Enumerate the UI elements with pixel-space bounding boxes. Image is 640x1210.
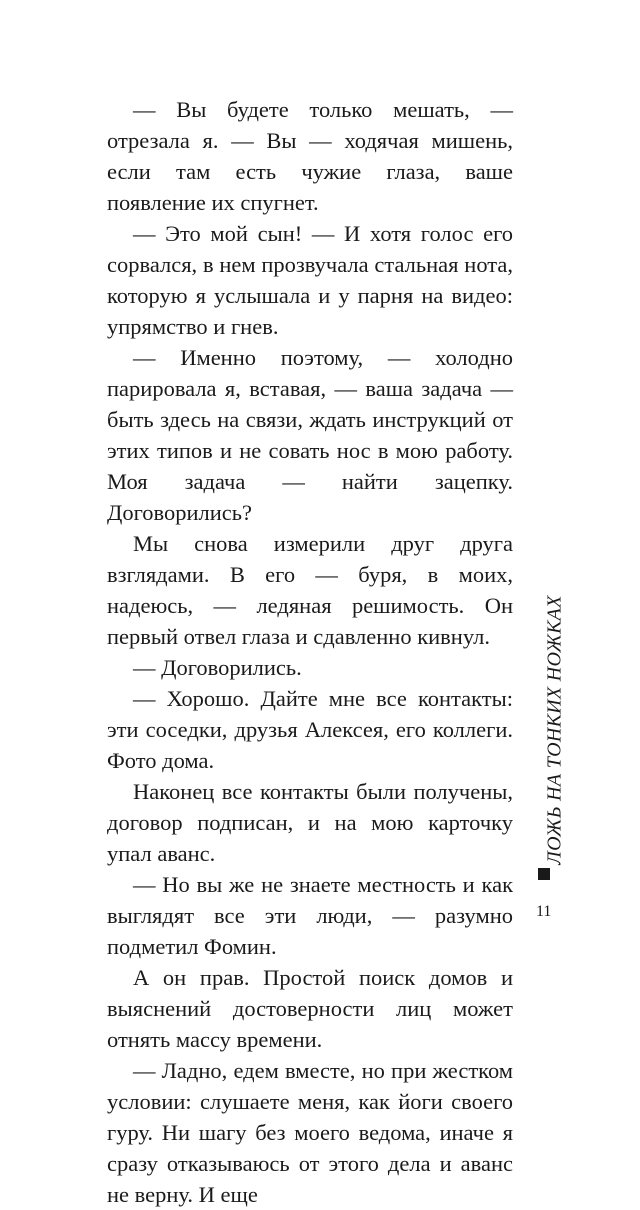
paragraph: Наконец все контакты были получены, договор подписан, и на мою карточку упал аванс. (107, 779, 513, 866)
paragraph: Мы снова измерили друг друга взглядами. В его — буря, в моих, надеюсь, — ледяная решимость. Он первый отвел глаза и сдавленно кивнул. (107, 531, 513, 649)
paragraph: — Вы будете только мешать, — отрезала я. — Вы — ходячая мишень, если там есть чужие глаза, ваше появление их спугнет. (107, 97, 513, 215)
paragraph: — Это мой сын! — И хотя голос его сорвался, в нем прозвучала стальная нота, которую я услышала и у парня на видео: упрямство и гнев. (107, 221, 513, 339)
paragraph: А он прав. Простой поиск домов и выяснений достоверности лиц может отнять массу времени. (107, 965, 513, 1052)
paragraph: — Ладно, едем вместе, но при жестком условии: слушаете меня, как йоги своего гуру. Ни шагу без моего ведома, иначе я сразу отказываюсь от этого дела и аванс не верну. И еще (107, 1058, 513, 1207)
square-marker-icon (538, 868, 550, 880)
paragraph: — Именно поэтому, — холодно парировала я, вставая, — ваша задача — быть здесь на связи, ждать инструкций от этих типов и не совать нос в мою работу. Моя задача — найти зацепку. Договорились? (107, 345, 513, 525)
paragraph: — Договорились. (133, 655, 302, 680)
body-text (107, 94, 513, 1210)
running-title (538, 560, 572, 900)
paragraph: — Но вы же не знаете местность и как выглядят все эти люди, — разумно подметил Фомин. (107, 872, 513, 959)
paragraph: — Хорошо. Дайте мне все контакты: эти соседки, друзья Алексея, его коллеги. Фото дома. (107, 686, 513, 773)
running-title-text: ЛОЖЬ НА ТОНКИХ НОЖКАХ (543, 595, 566, 865)
page-number: 11 (536, 903, 552, 920)
